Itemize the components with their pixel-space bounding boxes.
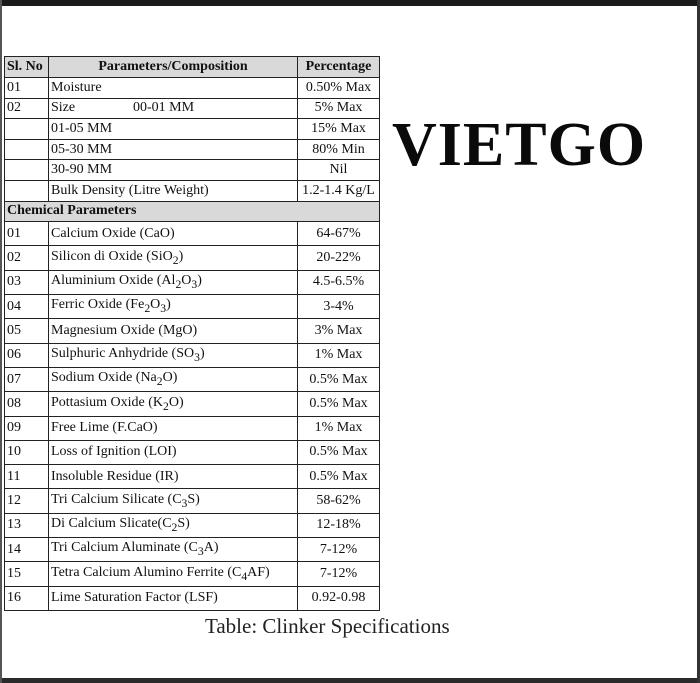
table-row (5, 160, 380, 181)
table-row (5, 538, 380, 562)
formula-text: S) (187, 491, 200, 507)
formula-text: O) (168, 394, 184, 410)
formula-text: Free Lime (F.CaO) (51, 420, 158, 436)
formula-text: Di Calcium Slicate(C (51, 516, 172, 532)
table-row (5, 246, 380, 270)
row-value: 3% Max (298, 319, 380, 343)
row-number (5, 180, 49, 201)
table-row (5, 392, 380, 416)
row-number: 07 (5, 367, 49, 391)
section-row (5, 201, 380, 222)
formula-text: Tetra Calcium Alumino Ferrite (C (51, 564, 242, 580)
row-parameter (49, 586, 298, 610)
clinker-spec-table (4, 56, 380, 611)
table-row (5, 295, 380, 319)
row-parameter (49, 160, 298, 181)
row-parameter (49, 513, 298, 537)
parameter-label: Moisture (51, 79, 102, 95)
row-value: 5% Max (298, 98, 380, 119)
formula-text: ) (199, 346, 205, 362)
table-row (5, 98, 380, 119)
row-value: 0.5% Max (298, 392, 380, 416)
formula-text: ) (197, 273, 202, 289)
header-sl-no: Sl. No (5, 57, 49, 78)
formula-subscript: 2 (175, 277, 182, 291)
header-percentage: Percentage (298, 57, 380, 78)
size-range: 30-90 MM (51, 162, 113, 178)
row-parameter (49, 295, 298, 319)
row-number: 15 (5, 562, 49, 586)
row-value: 0.5% Max (298, 465, 380, 489)
row-value: 1.2-1.4 Kg/L (298, 180, 380, 201)
row-value: 58-62% (298, 489, 380, 513)
formula-subscript: 4 (241, 569, 248, 583)
table-row (5, 367, 380, 391)
formula-subscript: 3 (181, 496, 188, 510)
row-value: 1% Max (298, 343, 380, 367)
parameter-label: Size (51, 100, 76, 116)
row-number (5, 160, 49, 181)
table-row (5, 465, 380, 489)
formula-subscript: 2 (156, 375, 163, 389)
table-row (5, 222, 380, 246)
formula-text: Magnesium Oxide (MgO) (51, 322, 198, 338)
formula-text: S) (177, 516, 190, 532)
row-value: 7-12% (298, 562, 380, 586)
formula-text: Lime Saturation Factor (LSF) (51, 590, 218, 606)
row-parameter (49, 392, 298, 416)
formula-subscript: 3 (194, 350, 200, 364)
row-number: 08 (5, 392, 49, 416)
formula-text: A) (203, 540, 219, 556)
formula-text: O (150, 297, 161, 313)
formula-text: AF) (247, 564, 270, 580)
row-parameter (49, 319, 298, 343)
row-parameter (49, 270, 298, 294)
row-parameter (49, 562, 298, 586)
row-parameter (49, 139, 298, 160)
formula-text: Loss of Ignition (LOI) (51, 444, 177, 460)
row-parameter (49, 78, 298, 99)
formula-text: O (181, 273, 192, 289)
formula-subscript: 3 (191, 277, 198, 291)
formula-subscript: 2 (163, 399, 169, 413)
formula-text: Calcium Oxide (CaO) (51, 225, 175, 241)
size-range: 05-30 MM (51, 141, 113, 157)
row-value: 0.5% Max (298, 440, 380, 464)
table-row (5, 180, 380, 201)
table-row (5, 270, 380, 294)
formula-text: Sodium Oxide (Na (51, 370, 157, 386)
formula-subscript: 2 (144, 302, 151, 316)
row-value: 0.92-0.98 (298, 586, 380, 610)
row-number: 06 (5, 343, 49, 367)
row-value: 1% Max (298, 416, 380, 440)
row-number: 01 (5, 78, 49, 99)
table-row (5, 440, 380, 464)
formula-text: Ferric Oxide (Fe (51, 297, 145, 313)
row-number (5, 119, 49, 140)
parameter-label: Bulk Density (Litre Weight) (51, 182, 209, 198)
row-parameter (49, 343, 298, 367)
row-number: 05 (5, 319, 49, 343)
vietgo-logo: VIETGO (392, 111, 647, 179)
row-number: 02 (5, 246, 49, 270)
table-header-row (5, 57, 380, 78)
row-parameter (49, 538, 298, 562)
formula-text: Tri Calcium Silicate (C (51, 491, 182, 507)
size-range: 01-05 MM (51, 120, 113, 136)
formula-text: Insoluble Residue (IR) (51, 468, 179, 484)
table-row (5, 586, 380, 610)
row-parameter (49, 440, 298, 464)
formula-text: Sulphuric Anhydride (SO (51, 346, 195, 362)
row-parameter (49, 489, 298, 513)
row-parameter (49, 222, 298, 246)
formula-subscript: 2 (171, 520, 178, 534)
formula-text: Silicon di Oxide (SiO (51, 248, 173, 264)
table-row (5, 562, 380, 586)
row-parameter (49, 119, 298, 140)
row-number: 03 (5, 270, 49, 294)
row-parameter (49, 416, 298, 440)
row-parameter (49, 246, 298, 270)
formula-text: Pottasium Oxide (K (51, 394, 163, 410)
table-row (5, 319, 380, 343)
row-number: 09 (5, 416, 49, 440)
table-row (5, 513, 380, 537)
row-number (5, 139, 49, 160)
row-number: 13 (5, 513, 49, 537)
row-value: 0.50% Max (298, 78, 380, 99)
formula-text: Aluminium Oxide (Al (51, 273, 176, 289)
row-parameter (49, 367, 298, 391)
row-number: 14 (5, 538, 49, 562)
row-value: 80% Min (298, 139, 380, 160)
table-caption: Table: Clinker Specifications (205, 614, 450, 638)
table-row (5, 78, 380, 99)
row-number: 12 (5, 489, 49, 513)
row-parameter (49, 465, 298, 489)
row-number: 10 (5, 440, 49, 464)
table-row (5, 489, 380, 513)
bottom-border (0, 678, 700, 683)
row-value: 64-67% (298, 222, 380, 246)
row-value: 4.5-6.5% (298, 270, 380, 294)
formula-subscript: 3 (160, 302, 167, 316)
top-border (0, 0, 700, 6)
formula-subscript: 2 (172, 253, 179, 267)
row-value: 0.5% Max (298, 367, 380, 391)
row-value: 7-12% (298, 538, 380, 562)
header-parameters: Parameters/Composition (49, 57, 298, 78)
table-row (5, 119, 380, 140)
size-range: 00-01 MM (133, 100, 195, 116)
row-number: 11 (5, 465, 49, 489)
row-value: 20-22% (298, 246, 380, 270)
row-value: 15% Max (298, 119, 380, 140)
table-row (5, 416, 380, 440)
table-row (5, 343, 380, 367)
formula-subscript: 3 (197, 545, 204, 559)
formula-text: Tri Calcium Aluminate (C (51, 540, 198, 556)
formula-text: O) (162, 370, 178, 386)
row-number: 02 (5, 98, 49, 119)
left-border (0, 0, 2, 683)
row-value: Nil (298, 160, 380, 181)
table-row (5, 139, 380, 160)
section-title: Chemical Parameters (5, 201, 380, 222)
row-parameter (49, 180, 298, 201)
row-number: 01 (5, 222, 49, 246)
formula-text: ) (166, 297, 171, 313)
formula-text: ) (178, 248, 184, 264)
row-parameter (49, 98, 298, 119)
row-number: 04 (5, 295, 49, 319)
row-number: 16 (5, 586, 49, 610)
row-value: 12-18% (298, 513, 380, 537)
row-value: 3-4% (298, 295, 380, 319)
